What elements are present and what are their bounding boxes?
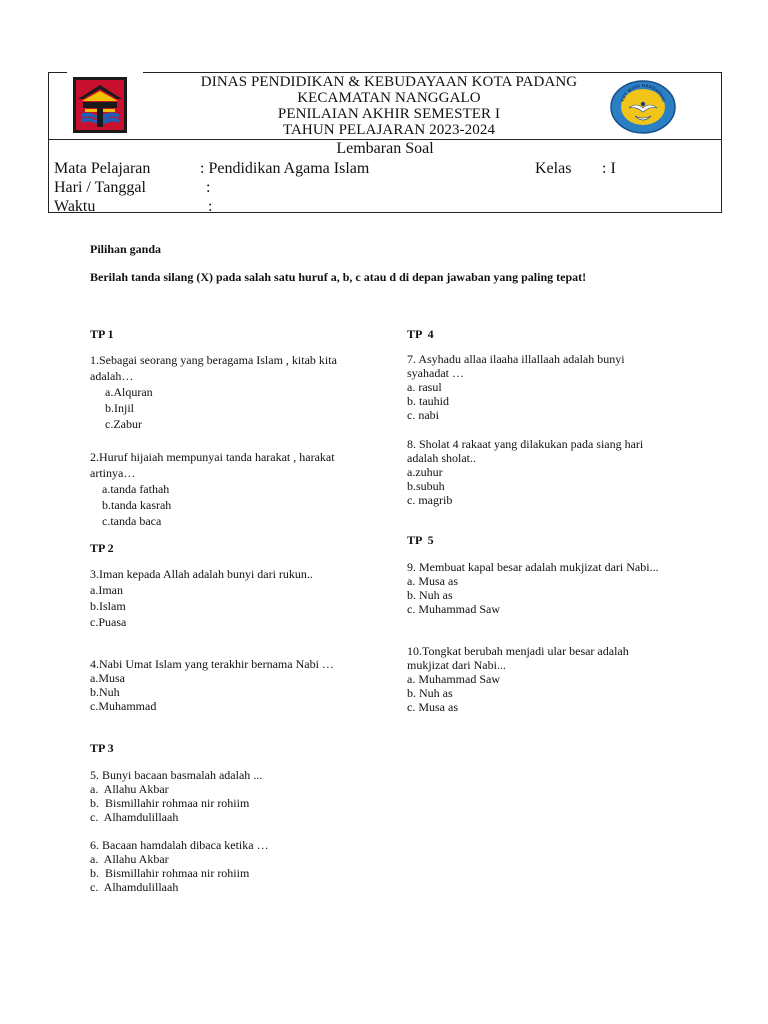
option-a: a.Alquran	[105, 385, 153, 399]
header-text	[109, 74, 669, 138]
option-a: a. rasul	[407, 380, 442, 394]
tp5-heading: TP 5	[407, 533, 434, 547]
question-text: 10.Tongkat berubah menjadi ular besar adalah mukjizat dari Nabi...	[407, 644, 629, 672]
option-a: a. Allahu Akbar	[90, 852, 169, 866]
question-3	[90, 566, 350, 630]
question-text: 4.Nabi Umat Islam yang terakhir bernama Nabi …	[90, 657, 334, 671]
district-title: KECAMATAN NANGGALO	[297, 90, 481, 106]
tp1-heading: TP 1	[90, 327, 114, 341]
question-text: 6. Bacaan hamdalah dibaca ketika …	[90, 838, 269, 852]
question-4	[90, 657, 370, 713]
option-a: a.zuhur	[407, 465, 443, 479]
option-a: a. Musa as	[407, 574, 458, 588]
option-b: b. Bismillahir rohmaa nir rohiim	[90, 796, 250, 810]
option-c: c.tanda baca	[102, 514, 162, 528]
exam-title: PENILAIAN AKHIR SEMESTER I	[277, 106, 501, 122]
question-5	[90, 768, 390, 824]
question-text: 8. Sholat 4 rakaat yang dilakukan pada siang hari adalah sholat..	[407, 437, 644, 465]
question-6	[90, 838, 390, 894]
question-text: 5. Bunyi bacaan basmalah adalah ...	[90, 768, 263, 782]
time-value: :	[208, 198, 213, 215]
option-c: c. Alhamdulillaah	[90, 880, 179, 894]
question-1	[90, 352, 370, 432]
option-a: a.Musa	[90, 671, 125, 685]
option-c: c. Musa as	[407, 700, 458, 714]
question-9	[407, 560, 662, 616]
tut-wuri-handayani-logo-icon	[609, 80, 677, 134]
tp3-heading: TP 3	[90, 741, 114, 755]
option-b: b.Injil	[105, 401, 134, 415]
class-label: Kelas	[535, 160, 572, 177]
option-a: a.Iman	[90, 583, 123, 597]
option-c: c. Alhamdulillaah	[90, 810, 179, 824]
question-text: 3.Iman kepada Allah adalah bunyi dari rukun..	[90, 567, 313, 581]
option-c: c. Muhammad Saw	[407, 602, 500, 616]
option-b: b. Bismillahir rohmaa nir rohiim	[90, 866, 250, 880]
time-label: Waktu	[54, 198, 96, 215]
date-value: :	[206, 179, 211, 196]
option-c: c. magrib	[407, 493, 453, 507]
option-b: b.Islam	[90, 599, 126, 613]
tp4-heading: TP 4	[407, 327, 434, 341]
option-b: b.subuh	[407, 479, 445, 493]
option-c: c.Puasa	[90, 615, 127, 629]
option-b: b. Nuh as	[407, 588, 453, 602]
header-top	[49, 73, 721, 140]
question-10	[407, 644, 662, 714]
question-text: 1.Sebagai seorang yang beragama Islam , kitab kita adalah…	[90, 353, 337, 383]
option-a: a.tanda fathah	[102, 482, 170, 496]
option-b: b. tauhid	[407, 394, 449, 408]
question-text: 7. Asyhadu allaa ilaaha illallaah adalah bunyi syahadat …	[407, 352, 625, 380]
class-value: : I	[602, 160, 616, 177]
option-b: b. Nuh as	[407, 686, 453, 700]
logo-right-text: TUT WURI HANDAYANI	[619, 82, 667, 103]
subject-label: Mata Pelajaran	[54, 160, 151, 177]
option-a: a. Allahu Akbar	[90, 782, 169, 796]
question-text: 2.Huruf hijaiah mempunyai tanda harakat , harakat artinya…	[90, 450, 335, 480]
question-text: 9. Membuat kapal besar adalah mukjizat dari Nabi...	[407, 560, 659, 574]
date-label: Hari / Tanggal	[54, 179, 146, 196]
sheet-title: Lembaran Soal	[336, 140, 434, 157]
option-b: b.tanda kasrah	[102, 498, 172, 512]
question-2	[90, 449, 370, 529]
instruction: Berilah tanda silang (X) pada salah satu huruf a, b, c atau d di depan jawaban yang paling tepat!	[90, 270, 587, 284]
option-b: b.Nuh	[90, 685, 120, 699]
option-c: c. nabi	[407, 408, 439, 422]
header-box	[48, 72, 722, 213]
question-7	[407, 352, 662, 422]
agency-title: DINAS PENDIDIKAN & KEBUDAYAAN KOTA PADANG	[200, 74, 578, 90]
option-c: c.Zabur	[105, 417, 142, 431]
section-title: Pilihan ganda	[90, 242, 162, 256]
school-year: TAHUN PELAJARAN 2023-2024	[282, 122, 496, 138]
option-a: a. Muhammad Saw	[407, 672, 500, 686]
option-c: c.Muhammad	[90, 699, 157, 713]
question-8	[407, 437, 662, 507]
subject-value: : Pendidikan Agama Islam	[200, 160, 370, 177]
tp2-heading: TP 2	[90, 541, 114, 555]
